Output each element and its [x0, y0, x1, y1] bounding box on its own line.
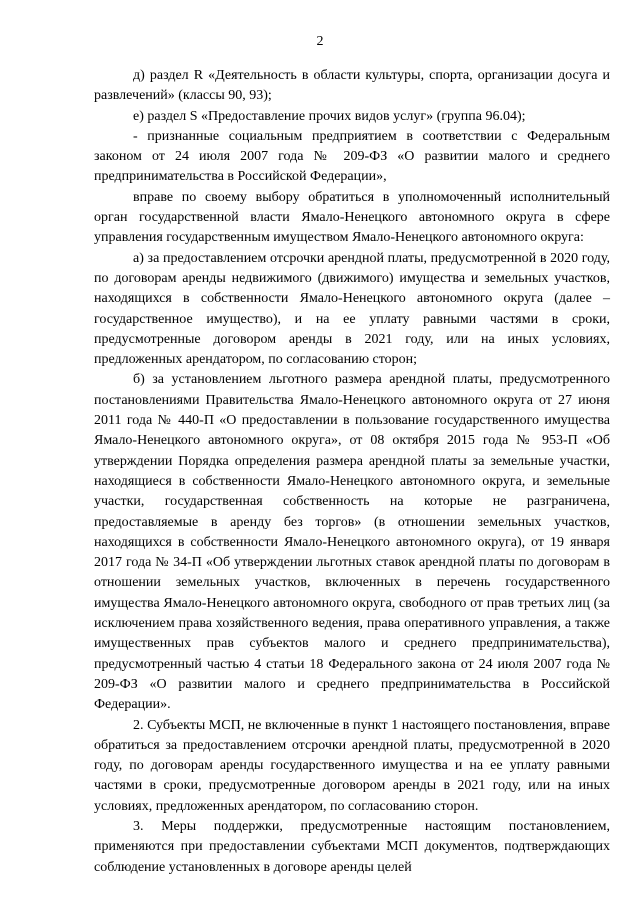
page-number: 2 [316, 34, 324, 49]
paragraph-item-2: 2. Субъекты МСП, не включенные в пункт 1 настоящего постановления, вправе обратиться за предоставлением отсрочки арендной платы, предусмотренной в 2020 году, по договорам аренды государственного имущества и на ее уплату равными частями в сроки, предусмотренные договором аренды в 2021 году, или на иных условиях, предложенных арендатором, по согласованию сторон. [94, 717, 610, 814]
paragraph-deferral: а) за предоставлением отсрочки арендной платы, предусмотренной в 2020 году, по договорам аренды недвижимого (движимого) имущества и земельных участков, находящихся в собственности Ямало-Ненецкого автономного округа (далее – государственное имущество), и на ее уплату равными частями в сроки, предусмотренные договором аренды в 2021 году, или на иных условиях, предложенных арендатором, по согласованию сторон; [94, 250, 610, 368]
paragraph-section-s: е) раздел S «Предоставление прочих видов услуг» (группа 96.04); [133, 108, 526, 124]
document-body [94, 66, 610, 878]
paragraph-section-r: д) раздел R «Деятельность в области культуры, спорта, организации досуга и развлечений» (классы 90, 93); [94, 68, 610, 104]
paragraph-preferential-rent: б) за установлением льготного размера арендной платы, предусмотренного постановлениями Правительства Ямало-Ненецкого автономного округа от 27 июня 2011 года № 440-П «О предоставлении в пользование государственного имущества Ямало-Ненецкого автономного округа», от 08 октября 2015 года № 953-П «Об утверждении Порядка определения размера арендной платы за земельные участки, находящиеся в собственности Ямало-Ненецкого автономного округа, и земельные участки, государственная собственность на которые не разграничена, предоставляемые в аренду без торгов» (в отношении земельных участков, находящихся в собственности Ямало-Ненецкого автономного округа), от 19 января 2017 года № 34-П «Об утверждении льготных ставок арендной платы по договорам в отношении земельных участков, включенных в перечень государственного имущества Ямало-Ненецкого автономного округа, свободного от прав третьих лиц (за исключением права хозяйственного ведения, права оперативного управления, а также имущественных прав субъектов малого и среднего предпринимательства), предусмотренный частью 4 статьи 18 Федерального закона от 24 июля 2007 года № 209-ФЗ «О развитии малого и среднего предпринимательства в Российской Федерации». [94, 372, 610, 713]
paragraph-social-enterprise: - признанные социальным предприятием в соответствии с Федеральным законом от 24 июля 2007 года № 209-ФЗ «О развитии малого и среднего предпринимательства в Российской Федерации», [94, 128, 610, 185]
paragraph-right-to-apply: вправе по своему выбору обратиться в уполномоченный исполнительный орган государственной власти Ямало-Ненецкого автономного округа в сфере управления государственным имуществом Ямало-Ненецкого автономного округа: [94, 189, 610, 246]
paragraph-item-3: 3. Меры поддержки, предусмотренные настоящим постановлением, применяются при предоставлении субъектами МСП документов, подтверждающих соблюдение установленных в договоре аренды целей [94, 818, 610, 875]
